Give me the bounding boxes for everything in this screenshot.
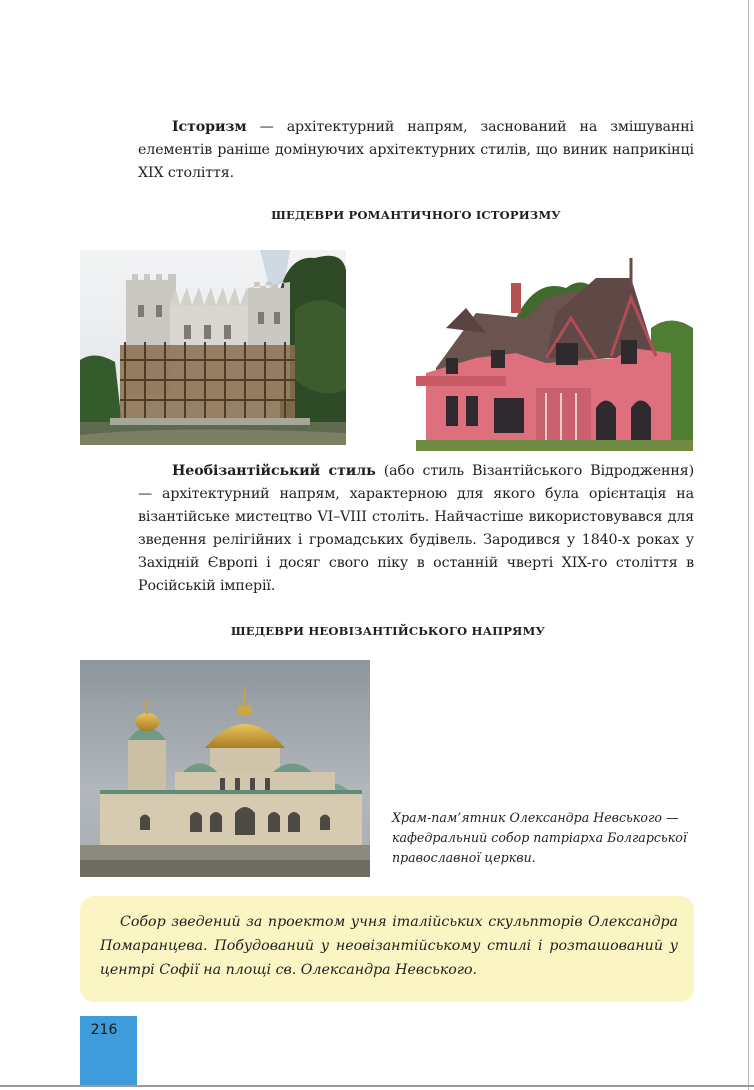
neobyzantine-term: Необізантійський стиль [172,463,376,479]
page-bottom-edge [0,1085,754,1087]
cathedral-caption: Храм-пам’ятник Олександра Невського — кафедральний собор патріарха Болгарської православної церкви. [392,810,687,865]
alexander-nevsky-cathedral-photo [80,660,370,877]
historism-term: Історизм [172,119,247,135]
page-number: 216 [90,1022,118,1038]
neobyzantine-definition [138,460,694,598]
page-right-edge [748,0,749,1090]
historism-text: — архітектурний напрям, заснований на змішуванні елементів раніше домінуючих архітектурних стилів, що виник наприкінці XIX століття. [138,119,694,181]
neobyzantine-heading: ШЕДЕВРИ НЕОВІЗАНТІЙСЬКОГО НАПРЯМУ [230,624,546,638]
gothic-pink-house-photo [416,258,693,451]
historism-definition [138,116,694,185]
note-text: Собор зведений за проектом учня італійських скульпторів Олександра Помаранцева. Побудований у неовізантійському стилі і розташований у центрі Софії на площі св. Олександра Невського. [100,914,678,978]
romantic-castle-photo [80,250,346,445]
neobyzantine-text: (або стиль Візантійського Відродження) — архітектурний напрям, характерною для якого була орієнтація на візантійське мистецтво VI–VIII століть. Найчастіше використовувався для зведення релігійних і громадських будівель. Зародився у 1840-х роках у Західній Європі і досяг свого піку в останній чверті XIX-го століття в Російській імперії. [138,463,694,594]
romantic-historism-heading: ШЕДЕВРИ РОМАНТИЧНОГО ІСТОРИЗМУ [271,208,561,222]
